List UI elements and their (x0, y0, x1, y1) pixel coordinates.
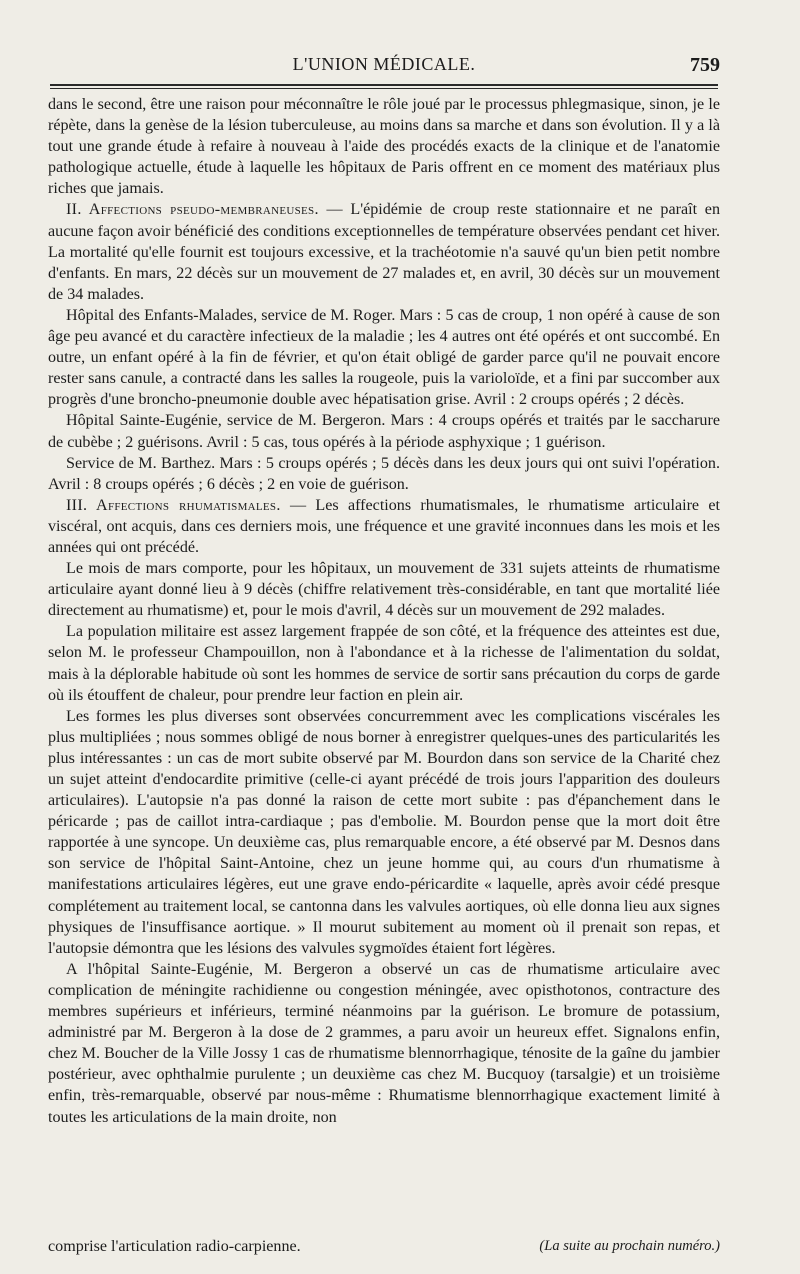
paragraph (48, 706, 720, 959)
paragraph-text: Les formes les plus diverses sont observées concurremment avec les complications viscérales les plus multipliées ; nous sommes obligé de nous borner à enregistrer quelques-unes des particularités les plus intéressantes : un cas de mort subite observé par M. Bourdon dans son service de la Charité chez un sujet atteint d'endocardite primitive (celle-ci ayant précédé de trois jours l'apparition des douleurs articulaires). L'autopsie n'a pas donné la raison de cette mort subite : pas d'épanchement dans le péricarde ; pas de caillot intra-cardiaque ; pas d'embolie. M. Bourdon pense que la mort doit être rapportée à une syncope. Un deuxième cas, plus remarquable encore, a été observé par M. Desnos dans son service de l'hôpital Saint-Antoine, chez un jeune homme qui, au cours d'un rhumatisme à manifestations articulaires légères, eut une grave endo-péricardite « laquelle, après avoir cédé presque complétement au traitement local, se cantonna dans les valvules aortiques, où elle donna lieu aux signes physiques de l'insuffisance aortique. » Il mourut subitement au moment où il prenait son repas, et l'autopsie démontra que les lésions des valvules sygmoïdes étaient fort légères. (48, 707, 720, 957)
paragraph (48, 94, 720, 199)
continued-note: (La suite au prochain numéro.) (539, 1238, 720, 1254)
paragraph (48, 959, 720, 1128)
page-footer-line (48, 1236, 720, 1257)
paragraph (48, 621, 720, 705)
paragraph (48, 495, 720, 558)
paragraph-text: dans le second, être une raison pour méconnaître le rôle joué par le processus phlegmasique, sinon, je le répète, dans la genèse de la lésion tuberculeuse, au moins dans sa marche et dans son évolution. Il y a là tout une grande étude à refaire à nouveau à l'aide des procédés exacts de la clinique et de l'anatomie pathologique actuelle, étude à laquelle les hôpitaux de Paris offrent en ce moment des matériaux plus riches que jamais. (48, 96, 720, 198)
article-body (48, 94, 720, 1128)
paragraph (48, 410, 720, 452)
header-rule (50, 84, 718, 89)
paragraph-text: Le mois de mars comporte, pour les hôpitaux, un mouvement de 331 sujets atteints de rhumatisme articulaire ayant donné lieu à 9 décès (chiffre relativement très-considérable, en tant que mortalité liée directement au rhumatisme) et, pour le mois d'avril, 4 décès sur un mouvement de 292 malades. (48, 560, 720, 620)
page-header (48, 50, 720, 78)
paragraph-text: La population militaire est assez largement frappée de son côté, et la fréquence des atteintes est due, selon M. le professeur Champouillon, non à l'abondance et à la richesse de l'alimentation du soldat, mais à la déplorable habitude où sont les hommes de service de sortir sans précaution du corps de garde où ils étouffent de chaleur, pour prendre leur faction en plein air. (48, 623, 720, 704)
paragraph-text: A l'hôpital Sainte-Eugénie, M. Bergeron a observé un cas de rhumatisme articulaire avec complication de méningite rachidienne ou congestion méningée, avec opisthotonos, contracture des membres supérieurs et inférieurs, terminé néanmoins par la guérison. Le bromure de potassium, administré par M. Bergeron à la dose de 2 grammes, a paru avoir un heureux effet. Signalons enfin, chez M. Boucher de la Ville Jossy 1 cas de rhumatisme blennorrhagique, ténosite de la gaîne du jambier postérieur, avec ophthalmie purulente ; un deuxième cas chez M. Bucquoy (tarsalgie) et un troisième enfin, très-remarquable, observé par nous-même : Rhumatisme blennorrhagique exactement limité à toutes les articulations de la main droite, non (48, 960, 720, 1126)
paragraph-text: Hôpital Sainte-Eugénie, service de M. Bergeron. Mars : 4 croups opérés et traités par le saccharure de cubèbe ; 2 guérisons. Avril : 5 cas, tous opérés à la période asphyxique ; 1 guérison. (48, 412, 720, 451)
paragraph-text: — L'épidémie de croup reste stationnaire et ne paraît en aucune façon avoir bénéficié des conditions exceptionnelles de température observées pendant cet hiver. La mortalité qu'elle fournit est toujours excessive, et la trachéotomie n'a sauvé qu'un bien petit nombre d'enfants. En mars, 22 décès sur un mouvement de 27 malades et, en avril, 30 décès sur un mouvement de 34 malades. (48, 201, 720, 303)
paragraph (48, 453, 720, 495)
page-number: 759 (690, 54, 720, 76)
paragraph (48, 199, 720, 304)
section-heading: III. Affections rhumatismales. (66, 496, 281, 514)
last-line-text: comprise l'articulation radio-carpienne. (48, 1238, 301, 1255)
section-heading: II. Affections pseudo-membraneuses. (66, 201, 319, 219)
paragraph (48, 558, 720, 621)
paragraph-text: Hôpital des Enfants-Malades, service de M. Roger. Mars : 5 cas de croup, 1 non opéré à cause de son âge peu avancé et du caractère infectieux de la maladie ; les 4 autres ont été opérés et ont succombé. En outre, un enfant opéré à la fin de février, et qu'on était obligé de garder parce qu'il ne pouvait encore rester sans canule, a contracté dans les salles la rougeole, puis la varioloïde, et a fini par succomber aux progrès d'une broncho-pneumonie double avec hépatisation grise. Avril : 2 croups opérés ; 2 décès. (48, 306, 720, 409)
paragraph-text: — Les affections rhumatismales, le rhumatisme articulaire et viscéral, ont acquis, dans ces derniers mois, une fréquence et une gravité inconnues dans les mois et les années qui ont précédé. (48, 496, 720, 556)
running-title: L'UNION MÉDICALE. (292, 54, 476, 74)
paragraph (48, 305, 720, 410)
paragraph-text: Service de M. Barthez. Mars : 5 croups opérés ; 5 décès dans les deux jours qui ont suivi l'opération. Avril : 8 croups opérés ; 6 décès ; 2 en voie de guérison. (48, 454, 720, 493)
